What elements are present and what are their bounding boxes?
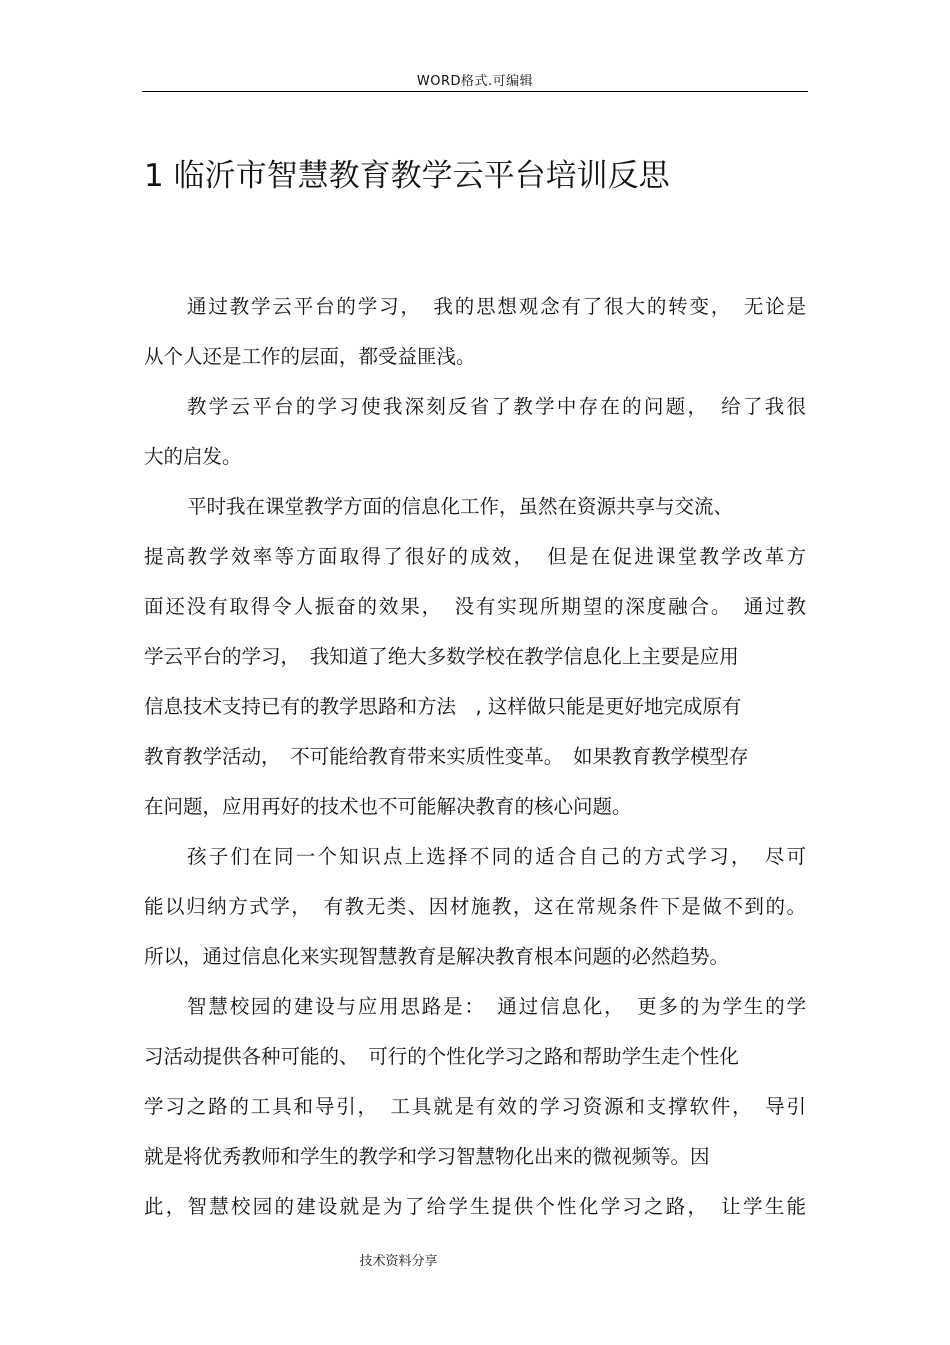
paragraph-4-line-3: 所以，通过信息化来实现智慧教育是解决教育根本问题的必然趋势。 — [144, 945, 730, 968]
paragraph-2-line-2: 大的启发。 — [144, 445, 242, 468]
paragraph-3-line-6: 教育教学活动， 不可能给教育带来实质性变革。 如果教育教学模型存 — [144, 745, 749, 768]
paragraph-5-line-2: 习活动提供各种可能的、 可行的个性化学习之路和帮助学生走个性化 — [144, 1045, 739, 1068]
paragraph-4-line-2: 能以归纳方式学， 有教无类、因材施教，这在常规条件下是做不到的。 — [144, 895, 806, 918]
paragraph-5-line-3: 学习之路的工具和导引， 工具就是有效的学习资源和支撑软件， 导引 — [144, 1095, 806, 1118]
paragraph-1-line-2: 从个人还是工作的层面，都受益匪浅。 — [144, 345, 476, 368]
paragraph-3-line-7: 在问题，应用再好的技术也不可能解决教育的核心问题。 — [144, 795, 632, 818]
page-footer: 技术资料分享 — [359, 1254, 438, 1269]
paragraph-3-line-5: 信息技术支持已有的教学思路和方法 , 这样做只能是更好地完成原有 — [144, 695, 742, 718]
paragraph-4-line-1: 孩子们在同一个知识点上选择不同的适合自己的方式学习， 尽可 — [187, 845, 806, 868]
paragraph-3-line-3: 面还没有取得令人振奋的效果， 没有实现所期望的深度融合。 通过教 — [144, 595, 806, 618]
paragraph-3-line-1: 平时我在课堂教学方面的信息化工作，虽然在资源共享与交流、 — [187, 495, 734, 518]
paragraph-5-line-5: 此，智慧校园的建设就是为了给学生提供个性化学习之路， 让学生能 — [144, 1195, 806, 1218]
paragraph-3-line-2: 提高教学效率等方面取得了很好的成效， 但是在促进课堂教学改革方 — [144, 545, 806, 568]
paragraph-5-line-1: 智慧校园的建设与应用思路是： 通过信息化， 更多的为学生的学 — [187, 995, 806, 1018]
header-divider — [142, 91, 808, 92]
paragraph-5-line-4: 就是将优秀教师和学生的教学和学习智慧物化出来的微视频等。因 — [144, 1145, 710, 1168]
document-title: 1 临沂市智慧教育教学云平台培训反思 — [144, 158, 670, 194]
paragraph-3-line-4: 学云平台的学习， 我知道了绝大多数学校在教学信息化上主要是应用 — [144, 645, 739, 668]
paragraph-2-line-1: 教学云平台的学习使我深刻反省了教学中存在的问题， 给了我很 — [187, 395, 806, 418]
document-body — [144, 282, 806, 1232]
page-header: WORD格式.可编辑 — [416, 74, 534, 89]
paragraph-1-line-1: 通过教学云平台的学习， 我的思想观念有了很大的转变， 无论是 — [187, 295, 806, 318]
